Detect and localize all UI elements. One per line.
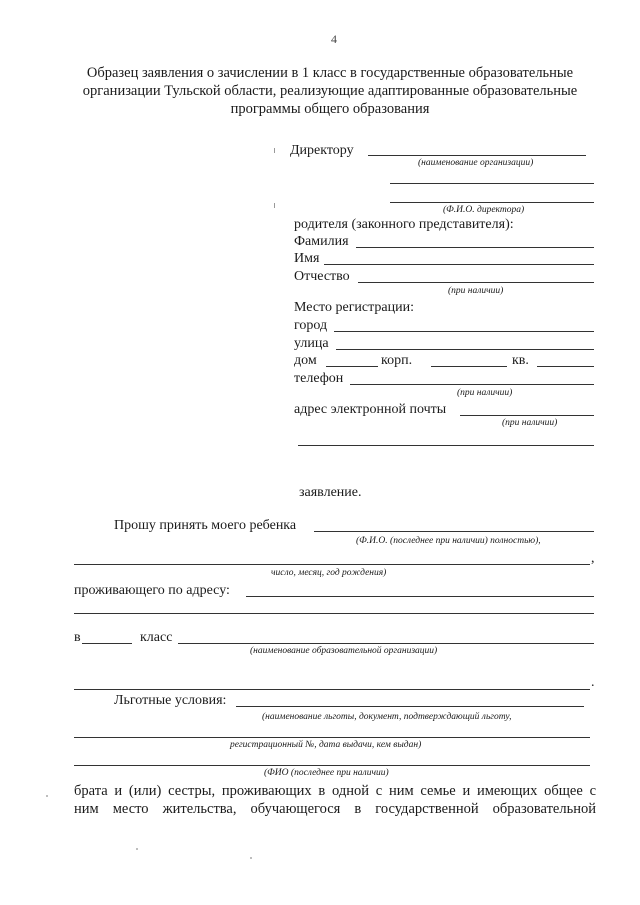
doc-hint: регистрационный №, дата выдачи, кем выдан)	[230, 740, 422, 750]
house-label: дом	[294, 353, 317, 368]
city-label: город	[294, 318, 328, 333]
parent-label: родителя (законного представителя):	[294, 217, 514, 232]
email-hint: (при наличии)	[502, 418, 558, 428]
fio-director-hint: (Ф.И.О. директора)	[443, 205, 525, 215]
class-label: класс	[140, 630, 173, 645]
paragraph-line-2: ним место жительства, обучающегося в государственной образовательной	[74, 801, 596, 817]
in-label: в	[74, 630, 81, 645]
org-hint: (наименование организации)	[418, 158, 534, 168]
email-line	[460, 415, 594, 416]
patronymic-hint: (при наличии)	[448, 286, 504, 296]
title-line-3: программы общего образования	[230, 101, 430, 117]
title-line-1: Образец заявления о зачислении в 1 класс в государственные образовательные	[86, 65, 574, 81]
edu-org-line-2	[74, 689, 590, 690]
scan-speck	[46, 795, 48, 797]
address-label: проживающего по адресу:	[74, 583, 230, 598]
benefit-hint: (наименование льготы, документ, подтверждающий льготу,	[262, 712, 512, 722]
name-label: Имя	[294, 251, 320, 266]
fio-hint: (ФИО (последнее при наличии)	[264, 768, 389, 778]
patronymic-line	[358, 282, 594, 283]
period-mark: .	[591, 675, 595, 690]
building-line	[431, 366, 507, 367]
city-line	[334, 331, 594, 332]
child-hint: (Ф.И.О. (последнее при наличии) полностью),	[356, 536, 541, 546]
name-line	[324, 264, 594, 265]
statement-heading: заявление.	[299, 485, 362, 500]
child-name-line	[314, 531, 594, 532]
apartment-line	[537, 366, 594, 367]
address-line-2	[74, 613, 594, 614]
request-label: Прошу принять моего ребенка	[114, 518, 297, 533]
benefits-label: Льготные условия:	[114, 693, 227, 708]
phone-hint: (при наличии)	[457, 388, 513, 398]
benefit-doc-line	[74, 737, 590, 738]
street-line	[336, 349, 594, 350]
director-org-line-2	[390, 183, 594, 184]
benefits-line	[236, 706, 584, 707]
house-line	[326, 366, 378, 367]
scan-speck	[136, 848, 138, 850]
page-number: 4	[331, 32, 337, 46]
sibling-fio-line	[74, 765, 590, 766]
email-extra-line	[298, 445, 594, 446]
birth-hint: число, месяц, год рождения)	[271, 568, 387, 578]
margin-mark	[274, 203, 275, 208]
patronymic-label: Отчество	[294, 269, 350, 284]
edu-org-line	[178, 643, 594, 644]
street-label: улица	[294, 336, 329, 351]
phone-label: телефон	[294, 371, 344, 386]
edu-org-hint: (наименование образовательной организации)	[250, 646, 438, 656]
address-line	[246, 596, 594, 597]
director-fio-line	[390, 202, 594, 203]
phone-line	[350, 384, 594, 385]
title-line-2: организации Тульской области, реализующие адаптированные образовательные	[82, 83, 578, 99]
registration-label: Место регистрации:	[294, 300, 415, 315]
scan-speck	[250, 857, 252, 859]
surname-line	[356, 247, 594, 248]
apartment-label: кв.	[512, 353, 529, 368]
surname-label: Фамилия	[294, 234, 349, 249]
email-label: адрес электронной почты	[294, 402, 447, 417]
class-number-line	[82, 643, 132, 644]
paragraph-line-1: брата и (или) сестры, проживающих в одной с ним семье и имеющих общее с	[74, 783, 596, 799]
director-label: Директору	[290, 143, 354, 158]
comma-mark: ,	[591, 551, 595, 566]
margin-mark	[274, 148, 275, 153]
director-org-line	[368, 155, 586, 156]
building-label: корп.	[381, 353, 413, 368]
birth-date-line	[74, 564, 590, 565]
